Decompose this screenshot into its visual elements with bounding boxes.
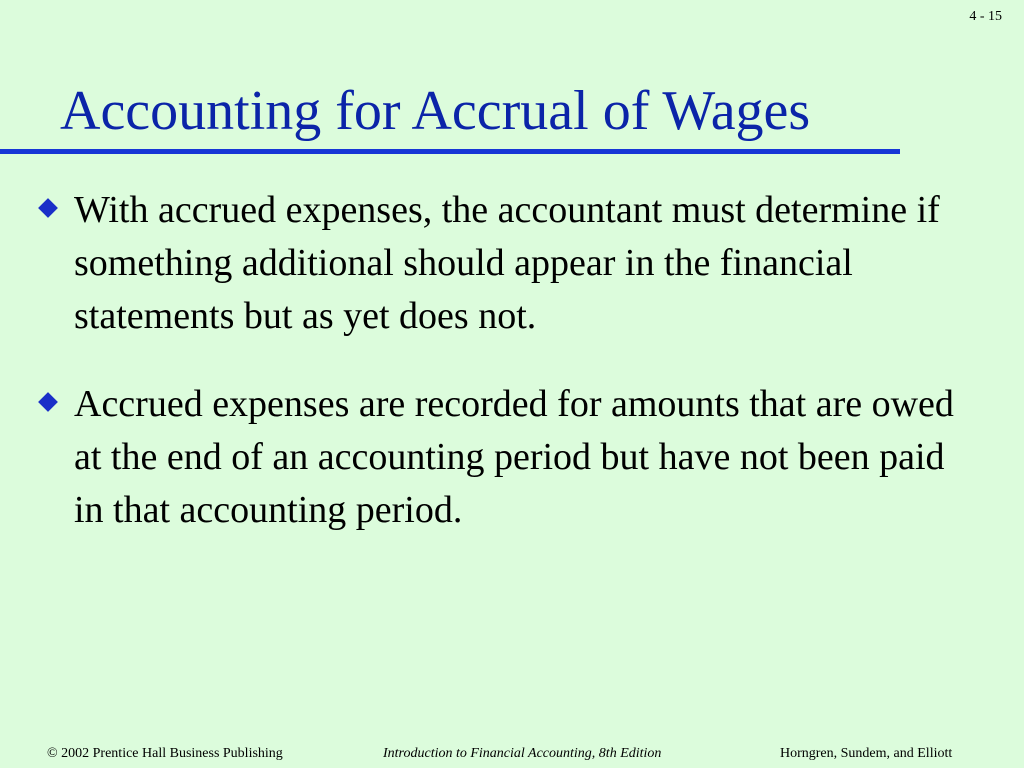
bullet-text: Accrued expenses are recorded for amounts that are owed at the end of an accounting period but have not been paid in that accounting period. (74, 383, 954, 531)
footer-copyright: © 2002 Prentice Hall Business Publishing (47, 746, 283, 761)
footer-book-title: Introduction to Financial Accounting, 8th Edition (383, 746, 662, 761)
footer-authors: Horngren, Sundem, and Elliott (780, 746, 953, 761)
bullet-item (38, 184, 978, 343)
bullet-list (38, 184, 978, 572)
title-underline-rule (0, 149, 900, 154)
diamond-bullet-icon (38, 392, 58, 412)
slide-title: Accounting for Accrual of Wages (60, 80, 811, 142)
footer (0, 746, 1024, 764)
bullet-text: With accrued expenses, the accountant must determine if something additional should appear in the financial statements but as yet does not. (74, 189, 940, 337)
bullet-item (38, 378, 978, 537)
diamond-bullet-icon (38, 198, 58, 218)
slide-number: 4 - 15 (969, 9, 1002, 24)
